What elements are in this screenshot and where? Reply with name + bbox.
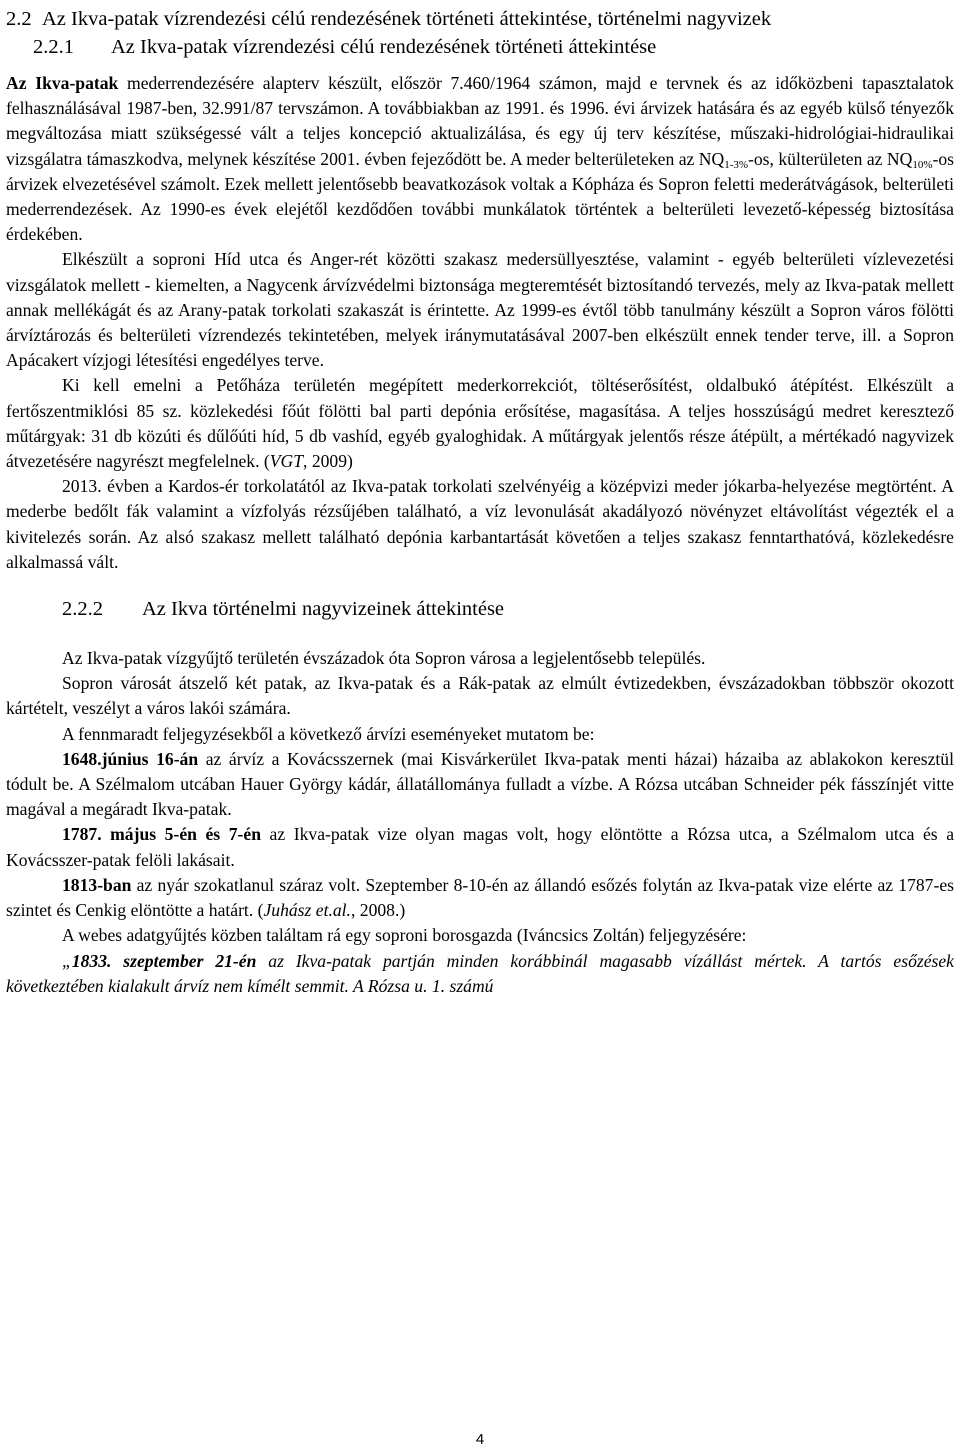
paragraph-text: az Ikva-patak vize olyan magas volt, hogy elöntötte a Rózsa utca, a Szélmalom utca és a Kovácsszer-patak felöli lakásait.	[6, 824, 955, 870]
section-title: Az Ikva történelmi nagyvizeinek áttekintése	[142, 598, 505, 621]
paragraph-petohaza	[6, 373, 954, 474]
paragraph-1813	[6, 873, 954, 923]
paragraph-text: -os árvizek elvezetésével számolt. Ezek mellett jelentősebb beavatkozások voltak a Kópháza és Sopron feletti mederátvágások, belterületi mederrendezések. Az 1990-es évek elejétől kezdődően további munkálatok történtek a belterületi levezető-képesség biztosítása érdekében.	[6, 148, 955, 245]
section-title: Az Ikva-patak vízrendezési célú rendezésének történeti áttekintése, történelmi nagyvizek	[42, 8, 772, 30]
section-heading-2-2	[6, 6, 954, 33]
paragraph-mederrendezes	[6, 71, 954, 247]
section-heading-2-2-1	[33, 34, 954, 61]
paragraph-text	[197, 824, 206, 844]
bold-date: 1833. szeptember 21-én	[71, 950, 257, 971]
section-number: 2.2	[6, 8, 32, 30]
paragraph-text: mederrendezésére alapterv készült, először 7.460/1964 számon, majd e tervnek és az időközbeni tapasztalatok felhasználásával 1987-ben, 32.991/87 tervszámon. A továbbiakban az 1991. és 1996. évi árvizek hatására és az egyéb külső tényezők megváltozása miatt szükségessé vált a teljes koncepció aktualizálása, és egy új terv készítése, műszaki-hidrológiai-hidraulikai vizsgálatra támaszkodva, melynek készítése 2001. évben fejeződött be. A meder belterületeken az NQ	[6, 73, 954, 169]
bold-term: Az Ikva-patak	[6, 73, 119, 93]
section-number: 2.2.1	[33, 36, 74, 58]
section-number: 2.2.2	[62, 598, 103, 621]
bold-date: 1787. május 5-én	[62, 824, 197, 845]
citation-italic: VGT	[269, 451, 304, 472]
quote-italic	[6, 951, 954, 996]
paragraph-text: , 2009)	[303, 451, 353, 472]
bold-date: és 7-én	[205, 824, 261, 845]
section-heading-2-2-2	[62, 596, 954, 623]
quote-mark: „	[62, 950, 72, 971]
paragraph-1833-quote	[6, 949, 954, 999]
paragraph-vizgyujto: Az Ikva-patak vízgyűjtő területén évszázadok óta Sopron városa a legjelentősebb település.	[62, 648, 706, 669]
paragraph-text: -os, külterületen az NQ	[748, 148, 913, 169]
paragraph-text: az árvíz a Kovácsszernek (mai Kisvárkerület Ikva-patak menti házai) házaiba az ablakokon keresztül tódult be. A Szélmalom utcában Hauer György kádár, állatállománya fulladt a vízbe. A Rózsa utcában Schneider pék fásszínjét vitte magával a megáradt Ikva-patak.	[6, 748, 954, 820]
paragraph-text: az Ikva-patak partján minden korábbinál magasabb vízállást mértek. A tartós esőzések következtében kialakult árvíz nem kímélt semmit. A Rózsa u. 1. számú	[6, 950, 954, 996]
subscript: 10%	[912, 158, 933, 171]
paragraph-text: az nyár szokatlanul száraz volt. Szeptember 8-10-én az állandó esőzés folytán az Ikva-patak vize elérte az 1787-es szintet és Cenkig elöntötte a határt. (	[6, 874, 954, 921]
paragraph-1648	[6, 747, 954, 823]
paragraph-ket-patak: Sopron városát átszelő két patak, az Ikva-patak és a Rák-patak az elmúlt évtizedekben, évszázadokban többször okozott kártételt, veszélyt a város lakói számára.	[6, 673, 954, 719]
paragraph-2013: 2013. évben a Kardos-ér torkolatától az Ikva-patak torkolati szelvényéig a középvizi meder jókarba-helyezése megtörtént. A mederbe bedőlt fák valamint a vízfolyás rézsűjében található, a víz levonulását akadályozó növényzet eltávolítást végezték el a kivitelezés során. Az alsó szakasz mellett található depónia karbantartását követően a teljes szakasz fenntarthatóvá, közlekedésre alkalmassá vált.	[6, 476, 954, 572]
page-number: 4	[475, 1431, 485, 1448]
bold-date: 1813-ban	[62, 874, 132, 895]
paragraph-1787	[6, 822, 954, 872]
bold-date: 1648.június 16-án	[62, 748, 199, 769]
paragraph-text: Ki kell emelni a Petőháza területén megépített mederkorrekciót, töltéserősítést, oldalbukó átépítést. Elkészült a fertőszentmiklósi 85 sz. közlekedési főút fölötti bal parti depónia erősítése, magasítása. A teljes hosszúságú medret keresztező műtárgyak: 31 db közúti és dűlőúti híd, 5 db vashíd, egyéb gyaloghidak. A műtárgyak jelentős része átépült, a mértékadó nagyvizek átvezetésére nagyrészt megfelelnek. (	[6, 375, 954, 472]
section-title: Az Ikva-patak vízrendezési célú rendezésének történeti áttekintése	[111, 36, 657, 58]
paragraph-elkeszult: Elkészült a soproni Híd utca és Anger-rét közötti szakasz medersüllyesztése, valamint - egyéb belterületi vízlevezetési vizsgálatok mellett - kiemelten, a Nagycenk árvízvédelmi biztonsága megteremtését biztosítandó tervezés, mely az Ikva-patak mellett annak mellékágát és az Arany-patak torkolati szakaszát is érintette. Az 1999-es évtől több tanulmány készült a Sopron város fölötti árvíztározás és belterületi vízrendezés tekintetében, melyek iránymutatásával 2007-ben elkészült ennek tender terve, ill. a Sopron Apácakert vízjogi létesítési engedélyes terve.	[6, 249, 954, 371]
subscript: 1-3%	[724, 158, 749, 171]
paragraph-feljegyzesek: A fennmaradt feljegyzésekből a következő árvízi eseményeket mutatom be:	[62, 723, 595, 744]
paragraph-webes: A webes adatgyűjtés közben találtam rá egy soproni borosgazda (Iváncsics Zoltán) feljegyzésére:	[62, 925, 747, 946]
citation-italic: Juhász et.al.	[263, 900, 351, 921]
paragraph-text: , 2008.)	[350, 900, 406, 921]
